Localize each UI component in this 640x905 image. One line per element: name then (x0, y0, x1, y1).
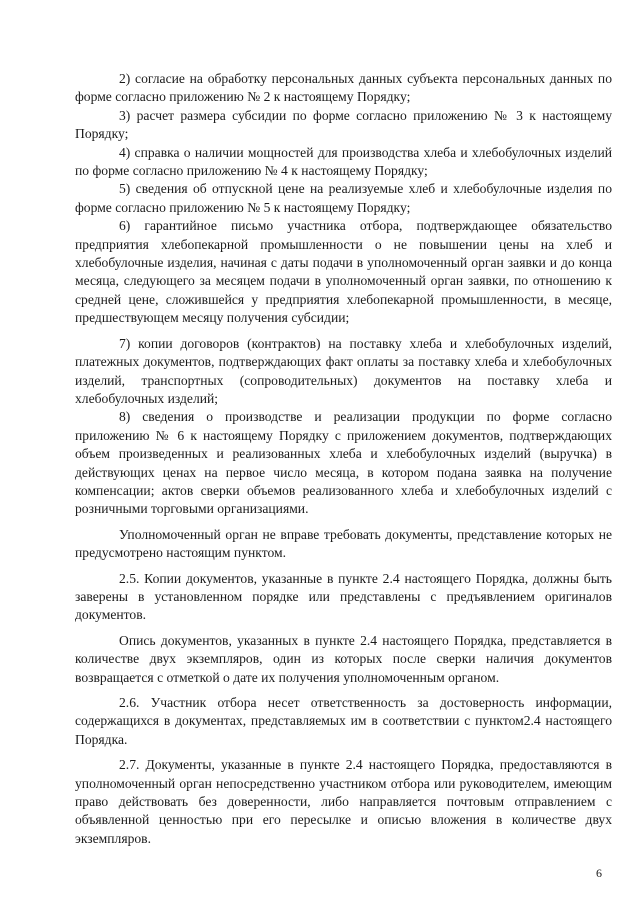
paragraph-item-8: 8) сведения о производстве и реализации продукции по форме согласно приложению № 6 к настоящему Порядку с приложением документов, подтверждающих объем произведенных и реализованных хлеба и хлебобулочных изделий (выручка) в действующих ценах на первое число месяца, в котором подана заявка на получение компенсации; актов сверки объемов реализованного хлеба и хлебобулочных изделий с розничными торговыми организациями. (75, 409, 612, 517)
paragraph-item-4: 4) справка о наличии мощностей для производства хлеба и хлебобулочных изделий по форме согласно приложению № 4 к настоящему Порядку; (75, 144, 612, 179)
paragraph-item-3: 3) расчет размера субсидии по форме согласно приложению № 3 к настоящему Порядку; (75, 107, 612, 142)
paragraph-2-6: 2.6. Участник отбора несет ответственность за достоверность информации, содержащихся в документах, представляемых им в соответствии с пунктом2.4 настоящего Порядка. (75, 695, 612, 747)
paragraph-item-5: 5) сведения об отпускной цене на реализуемые хлеб и хлебобулочные изделия по форме согласно приложению № 5 к настоящему Порядку; (75, 181, 612, 215)
paragraph-inventory: Опись документов, указанных в пункте 2.4 настоящего Порядка, представляется в количестве двух экземпляров, один из которых после сверки наличия документов возвращается с отметкой о дате их получения уполномоченным органом. (75, 632, 612, 685)
page-number: 6 (596, 866, 602, 880)
paragraph-item-7: 7) копии договоров (контрактов) на поставку хлеба и хлебобулочных изделий, платежных документов, подтверждающих факт оплаты за поставку хлеба и хлебобулочных изделий, транспортных (сопроводительных) документов на поставку хлеба и хлебобулочных изделий; (75, 335, 612, 406)
paragraph-2-5: 2.5. Копии документов, указанные в пункте 2.4 настоящего Порядка, должны быть заверены в установленном порядке или представлены с предъявлением оригиналов документов. (75, 570, 612, 623)
paragraph-authority-note: Уполномоченный орган не вправе требовать документы, представление которых не предусмотрено настоящим пунктом. (75, 526, 612, 561)
paragraph-2-7: 2.7. Документы, указанные в пункте 2.4 настоящего Порядка, предоставляются в уполномоченный орган непосредственно участником отбора или руководителем, имеющим право действовать без доверенности, либо направляется почтовым отправлением с объявленной ценностью при его пересылке и описью вложения в количестве двух экземпляров. (75, 757, 612, 846)
document-body (75, 70, 612, 848)
paragraph-item-2: 2) согласие на обработку персональных данных субъекта персональных данных по форме согласно приложению № 2 к настоящему Порядку; (75, 71, 612, 105)
paragraph-item-6: 6) гарантийное письмо участника отбора, подтверждающее обязательство предприятия хлебопекарной промышленности о не повышении цены на хлеб и хлебобулочные изделия, начиная с даты подачи в уполномоченный орган заявки и до конца месяца, следующего за месяцем подачи в уполномоченный орган заявки, по отношению к средней цене, сложившейся у предприятия хлебопекарной промышленности, в месяце, предшествующем месяцу получения субсидии; (75, 218, 612, 326)
